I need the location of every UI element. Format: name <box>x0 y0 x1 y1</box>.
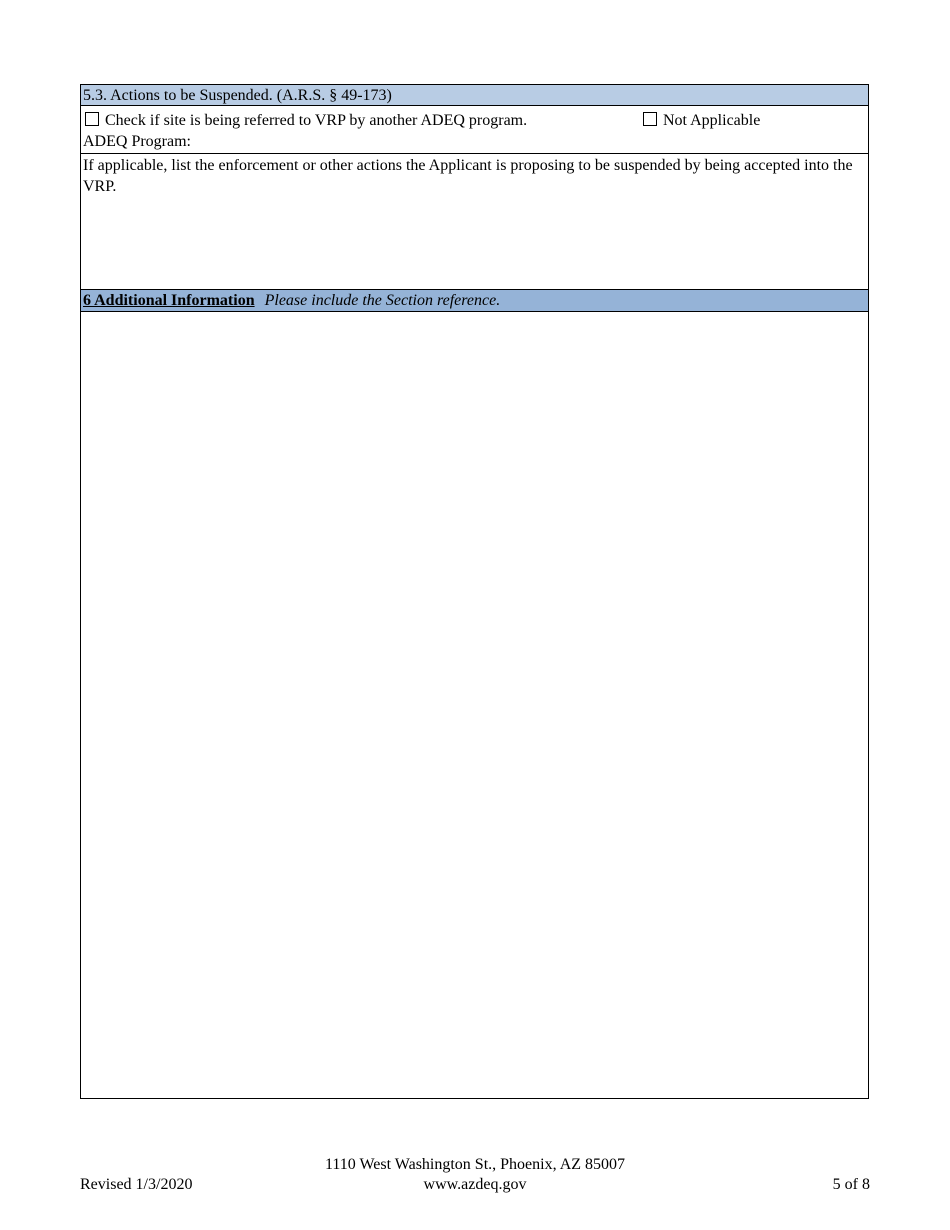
referral-row <box>81 106 868 154</box>
additional-information-field[interactable] <box>81 312 868 1098</box>
adeq-program-label: ADEQ Program: <box>83 133 191 150</box>
section-5-3-title: 5.3. Actions to be Suspended. (A.R.S. § 49-173) <box>83 87 392 104</box>
section-6-header <box>81 290 868 312</box>
referral-checkbox[interactable] <box>85 112 99 126</box>
referral-checkbox-label: Check if site is being referred to VRP by another ADEQ program. <box>105 112 528 129</box>
adeq-program-field[interactable] <box>83 131 866 152</box>
not-applicable-checkbox[interactable] <box>643 112 657 126</box>
referral-option <box>85 110 527 131</box>
form-table <box>80 84 869 1099</box>
footer-contact <box>0 1155 950 1195</box>
suspended-actions-instructions: If applicable, list the enforcement or other actions the Applicant is proposing to be suspended by being accepted into the VRP. <box>83 157 853 195</box>
section-5-3-header <box>81 85 868 106</box>
revision-date: Revised 1/3/2020 <box>80 1176 193 1193</box>
footer-address: 1110 West Washington St., Phoenix, AZ 85007 <box>324 1156 626 1173</box>
page-number: 5 of 8 <box>832 1176 870 1193</box>
footer-website[interactable]: www.azdeq.gov <box>423 1176 527 1193</box>
section-6-title: 6 Additional Information <box>83 292 255 309</box>
suspended-actions-field[interactable] <box>81 154 868 290</box>
not-applicable-label: Not Applicable <box>663 112 761 129</box>
section-6-note: Please include the Section reference. <box>264 292 501 309</box>
not-applicable-option <box>643 110 760 131</box>
